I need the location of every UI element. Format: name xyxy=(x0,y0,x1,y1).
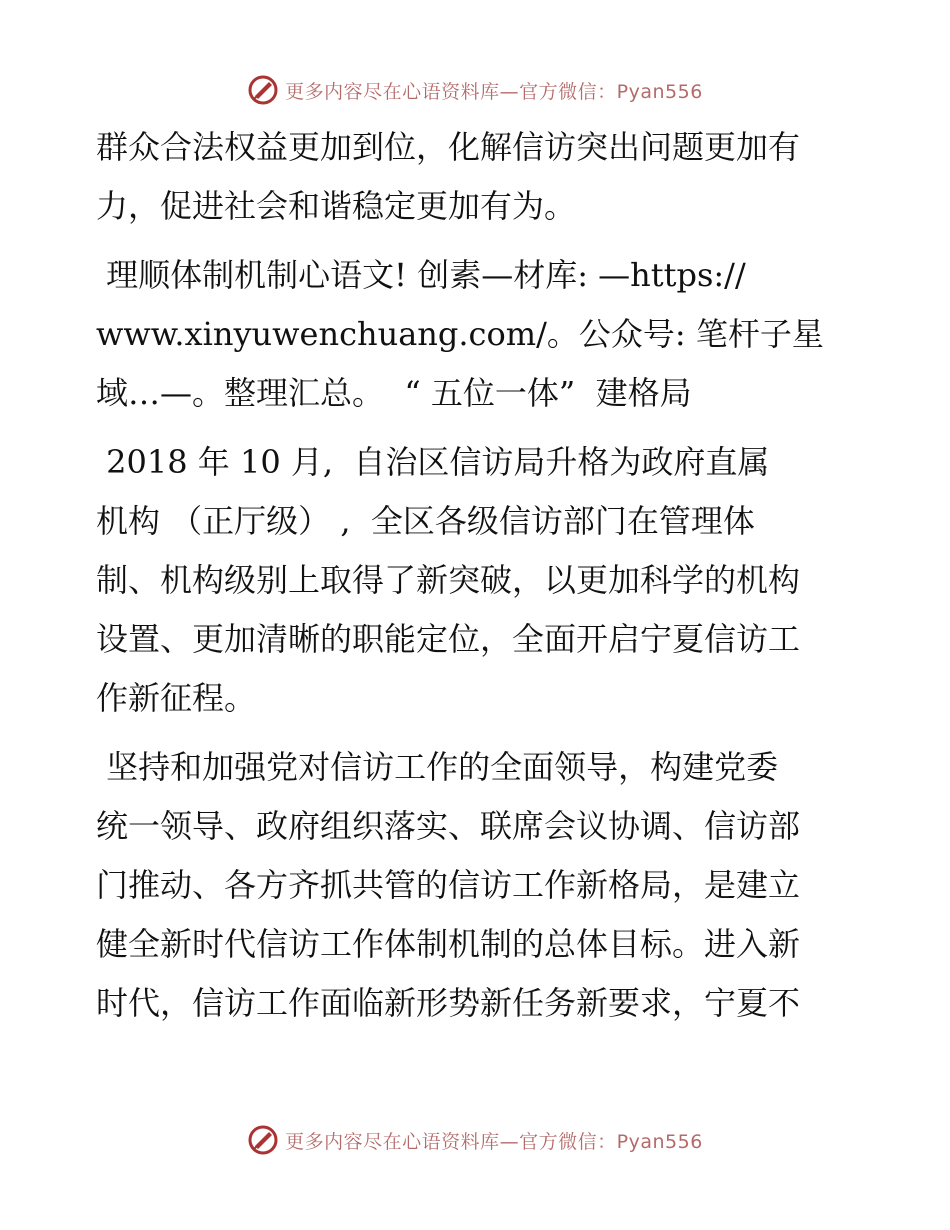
watermark-text: 更多内容尽在心语资料库—官方微信：Pyan556 xyxy=(285,1130,703,1153)
text-line: 机构 （正厅级） , 全区各级信访部门在管理体 xyxy=(96,502,755,540)
text-line: 统一领导、政府组织落实、联席会议协调、信访部 xyxy=(96,807,801,845)
paragraph xyxy=(96,246,856,423)
paragraph xyxy=(96,738,856,1033)
text-line: 门推动、各方齐抓共管的信访工作新格局，是建立 xyxy=(96,866,801,904)
paragraph xyxy=(96,118,856,236)
text-line: 制、机构级别上取得了新突破，以更加科学的机构 xyxy=(96,561,801,599)
header-watermark xyxy=(0,70,950,110)
text-line: 群众合法权益更加到位，化解信访突出问题更加有 xyxy=(96,128,801,166)
text-line: 坚持和加强党对信访工作的全面领导，构建党委 xyxy=(96,748,779,786)
quill-logo-icon xyxy=(247,74,279,106)
text-line: 2018 年 10 月, 自治区信访局升格为政府直属 xyxy=(96,443,770,481)
text-line: 作新征程。 xyxy=(96,679,257,717)
text-line: 健全新时代信访工作体制机制的总体目标。进入新 xyxy=(96,925,801,963)
quill-logo-icon xyxy=(247,1124,279,1156)
footer-watermark xyxy=(0,1120,950,1160)
text-line: 时代，信访工作面临新形势新任务新要求，宁夏不 xyxy=(96,984,801,1022)
text-line: 域…—。整理汇总。 “ 五位一体” 建格局 xyxy=(96,374,692,412)
text-line: www.xinyuwenchuang.com/。公众号: 笔杆子星 xyxy=(96,315,824,353)
text-line: 理顺体制机制心语文! 创素—材库: —https:// xyxy=(96,256,746,294)
watermark-text: 更多内容尽在心语资料库—官方微信：Pyan556 xyxy=(285,80,703,103)
text-line: 力，促进社会和谐稳定更加有为。 xyxy=(96,187,577,225)
text-line: 设置、更加清晰的职能定位，全面开启宁夏信访工 xyxy=(96,620,801,658)
paragraph xyxy=(96,433,856,728)
document-body xyxy=(96,118,856,1043)
